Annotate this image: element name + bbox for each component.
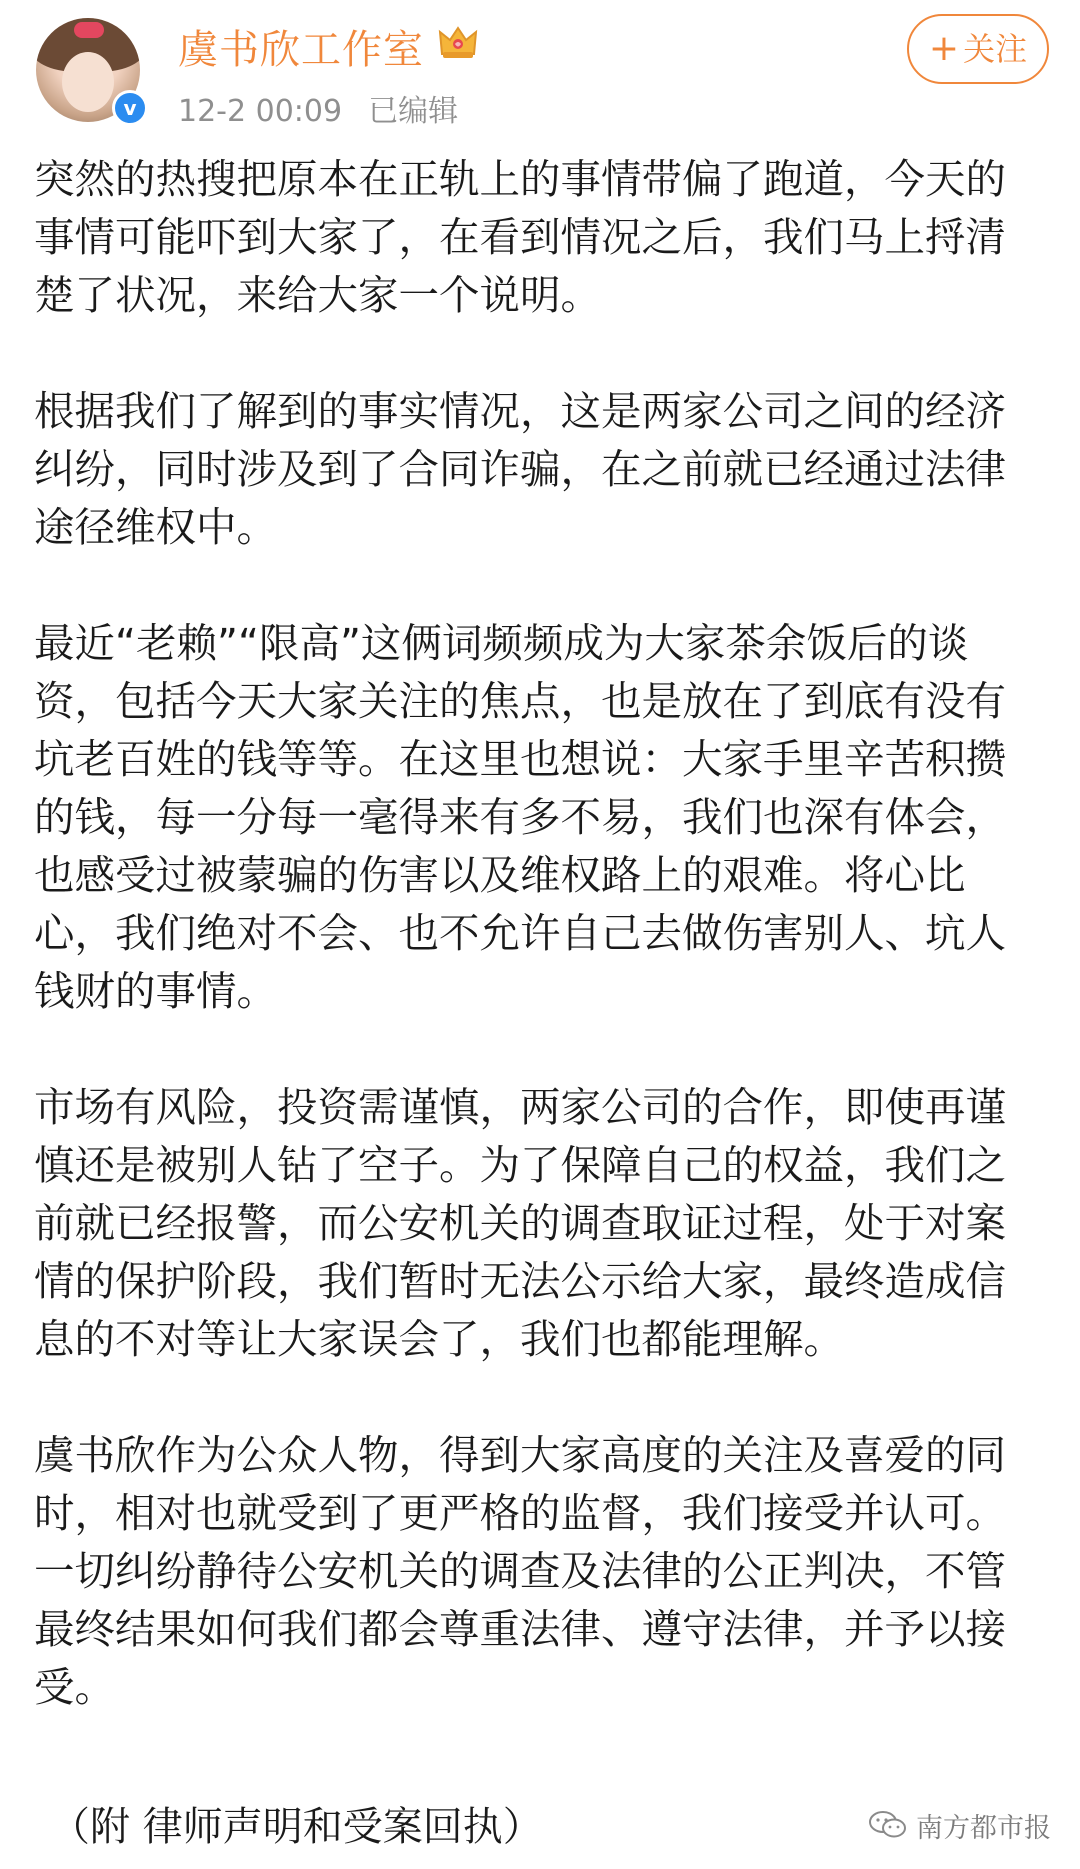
wechat-icon <box>868 1809 908 1841</box>
post-paragraph: 虞书欣作为公众人物，得到大家高度的关注及喜爱的同时，相对也就受到了更严格的监督，我们接受并认可。一切纠纷静待公安机关的调查及法律的公正判决，不管最终结果如何我们都会尊重法律、遵守法律，并予以接受。 <box>34 1431 1006 1711</box>
post-body <box>34 150 1046 1774</box>
post-timestamp: 12-2 00:09 <box>178 94 343 129</box>
post-paragraph: 市场有风险，投资需谨慎，两家公司的合作，即使再谨慎还是被别人钻了空子。为了保障自己的权益，我们之前就已经报警，而公安机关的调查取证过程，处于对案情的保护阶段，我们暂时无法公示给大家，最终造成信息的不对等让大家误会了，我们也都能理解。 <box>34 1083 1006 1363</box>
post-header <box>0 0 1080 129</box>
edited-label: 已编辑 <box>368 94 459 129</box>
username[interactable]: 虞书欣工作室 <box>178 27 424 73</box>
plus-icon: + <box>928 28 960 69</box>
avatar-face <box>62 52 114 112</box>
post-paragraph: 最近“老赖”“限高”这俩词频频成为大家茶余饭后的谈资，包括今天大家关注的焦点，也是放在了到底有没有坑老百姓的钱等等。在这里也想说：大家手里辛苦积攒的钱，每一分每一毫得来有多不易，我们也深有体会，也感受过被蒙骗的伤害以及维权路上的艰难。将心比心，我们绝对不会、也不允许自己去做伤害别人、坑人钱财的事情。 <box>34 619 1006 1015</box>
crown-icon <box>438 24 478 60</box>
post-paragraph: 突然的热搜把原本在正轨上的事情带偏了跑道，今天的事情可能吓到大家了，在看到情况之后，我们马上捋清楚了状况，来给大家一个说明。 <box>34 155 1006 319</box>
post-meta <box>178 86 458 130</box>
follow-button[interactable] <box>907 14 1049 84</box>
verified-badge-icon: v <box>112 90 148 126</box>
follow-label: 关注 <box>963 30 1028 68</box>
attachment-note: （附 律师声明和受案回执） <box>50 1804 543 1850</box>
watermark-text: 南方都市报 <box>916 1812 1051 1844</box>
post-paragraph: 根据我们了解到的事实情况，这是两家公司之间的经济纠纷，同时涉及到了合同诈骗，在之前就已经通过法律途径维权中。 <box>34 387 1006 551</box>
avatar-bow <box>74 22 104 38</box>
watermark <box>868 1800 1051 1850</box>
